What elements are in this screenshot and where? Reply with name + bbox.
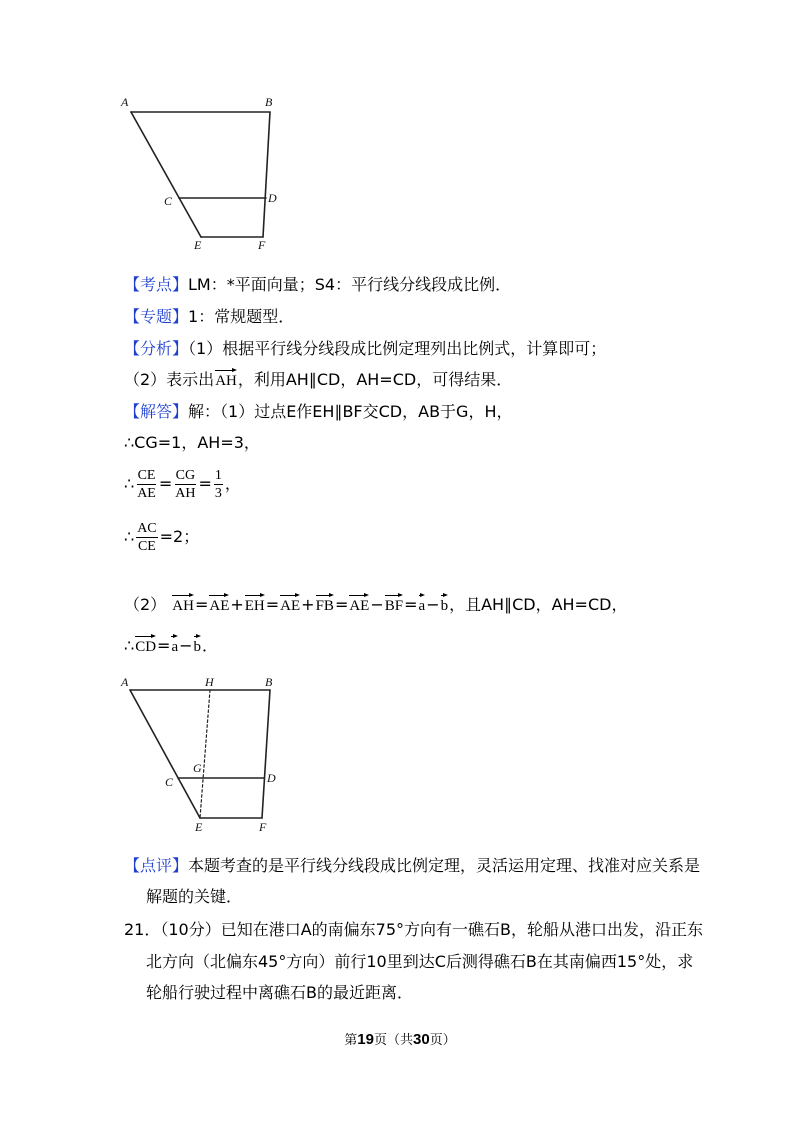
- fraction-denominator: CE: [137, 538, 156, 554]
- vector-term: FB: [316, 593, 334, 614]
- point-label-f: F: [258, 238, 266, 252]
- point-label-b: B: [265, 675, 273, 689]
- text-segment: −: [426, 595, 440, 614]
- jieda-vector-result: [124, 632, 218, 660]
- dianping-line: [124, 854, 700, 878]
- fraction-denominator: AH: [175, 485, 196, 501]
- point-label-e: E: [194, 238, 202, 252]
- text-segment: =2；: [159, 527, 200, 546]
- vector-term: b: [441, 593, 449, 614]
- vector-term: a: [171, 634, 178, 655]
- point-label-f: F: [259, 820, 267, 834]
- jieda-line-2: ∴CG=1，AH=3，: [124, 433, 260, 452]
- text-segment: ．: [202, 636, 219, 655]
- fraction: [136, 467, 157, 502]
- segment-ae: [131, 112, 201, 237]
- vector-term: AE: [280, 593, 300, 614]
- zhuanti-text: 1：常规题型．: [188, 307, 295, 326]
- text-segment: =: [194, 595, 209, 614]
- footer-total-pages: 30: [413, 1031, 430, 1048]
- zhuanti-tag: 【专题】: [124, 307, 189, 326]
- text-segment: ，: [224, 474, 241, 493]
- vector-term: CD: [135, 634, 156, 655]
- problem-21-line-1: 21．（10分）已知在港口A的南偏东75°方向有一礁石B，轮船从港口出发，沿正东: [124, 920, 704, 939]
- text-segment: ∴: [124, 474, 135, 493]
- segment-ae: [130, 690, 200, 818]
- text-segment: +: [301, 595, 315, 614]
- fraction-numerator: 1: [214, 467, 222, 483]
- point-label-d: D: [268, 191, 277, 205]
- segment-bf: [263, 112, 270, 237]
- point-label-c: C: [165, 775, 174, 789]
- zhuanti-line: [124, 305, 294, 329]
- fenxi-line: [124, 337, 606, 361]
- footer-middle: 页（共: [373, 1033, 413, 1048]
- vector-term: AH: [215, 368, 237, 389]
- jieda-tag: 【解答】: [124, 402, 189, 421]
- vector-term: AH: [172, 593, 194, 614]
- fraction-numerator: CG: [175, 467, 196, 483]
- text-segment: =: [404, 595, 418, 614]
- segment-bf: [262, 690, 270, 818]
- text-segment: （2）表示出: [124, 370, 215, 389]
- text-segment: ∴: [124, 527, 135, 546]
- fraction-denominator: AE: [137, 485, 156, 501]
- vector-term: AE: [209, 593, 229, 614]
- text-segment: ∴: [124, 636, 135, 655]
- text-segment: =: [158, 474, 173, 493]
- dianping-tag: 【点评】: [124, 856, 189, 875]
- problem-21-line-2: 北方向（北偏东45°方向）前行10里到达C后测得礁石B在其南偏西15°处，求: [146, 952, 694, 971]
- jieda-fraction-line: [124, 462, 241, 506]
- fraction-denominator: 3: [214, 485, 222, 501]
- dashed-segment-he: [200, 690, 210, 818]
- text-segment: −: [370, 595, 384, 614]
- point-label-h: H: [205, 675, 214, 689]
- text-segment: +: [230, 595, 244, 614]
- fraction: [174, 467, 196, 502]
- point-label-a: A: [121, 675, 129, 689]
- jieda-line: [124, 400, 512, 424]
- footer-page-number: 19: [357, 1031, 374, 1048]
- fraction-numerator: AC: [137, 520, 157, 536]
- problem-21-line-3: 轮船行驶过程中离礁石B的最近距离．: [146, 983, 413, 1002]
- kaodian-tag: 【考点】: [124, 275, 189, 294]
- footer-suffix: 页）: [429, 1033, 456, 1048]
- text-segment: ，且AH∥CD，AH=CD，: [449, 595, 628, 614]
- fraction: [214, 467, 223, 502]
- jieda-vector-equation: [124, 591, 627, 619]
- dianping-text: 本题考查的是平行线分线段成比例定理，灵活运用定理、找准对应关系是: [188, 856, 701, 875]
- text-segment: =: [157, 636, 171, 655]
- point-label-g: G: [193, 761, 202, 775]
- text-segment: −: [179, 636, 193, 655]
- jieda-ratio-line: [124, 515, 199, 559]
- vector-term: EH: [245, 593, 265, 614]
- text-segment: =: [198, 474, 212, 493]
- fenxi-tag: 【分析】: [124, 339, 189, 358]
- point-label-b: B: [265, 95, 273, 109]
- kaodian-line: [124, 273, 511, 297]
- text-segment: ，利用AH∥CD，AH=CD，可得结果．: [237, 370, 513, 389]
- fraction: [136, 520, 157, 555]
- text-segment: =: [265, 595, 280, 614]
- vector-term: b: [194, 634, 202, 655]
- point-label-a: A: [121, 95, 129, 109]
- jieda-text: 解：（1）过点E作EH∥BF交CD，AB于G，H，: [188, 402, 513, 421]
- text-segment: =: [334, 595, 349, 614]
- fenxi-line-2: [124, 366, 512, 394]
- kaodian-text: LM：*平面向量；S4：平行线分线段成比例．: [188, 275, 512, 294]
- page-footer: [0, 1029, 800, 1051]
- fraction-numerator: CE: [137, 467, 156, 483]
- point-label-d: D: [267, 771, 276, 785]
- footer-prefix: 第: [344, 1033, 358, 1048]
- trapezoid-figure-2: [110, 670, 295, 840]
- vector-term: AE: [349, 593, 369, 614]
- fenxi-text: （1）根据平行线分线段成比例定理列出比例式，计算即可；: [188, 339, 607, 358]
- vector-term: a: [419, 593, 426, 614]
- dianping-line-2: 解题的关键．: [146, 887, 243, 906]
- point-label-c: C: [164, 194, 173, 208]
- point-label-e: E: [195, 820, 203, 834]
- vector-term: BF: [385, 593, 403, 614]
- trapezoid-figure-1: [110, 90, 295, 255]
- text-segment: （2）: [124, 595, 172, 614]
